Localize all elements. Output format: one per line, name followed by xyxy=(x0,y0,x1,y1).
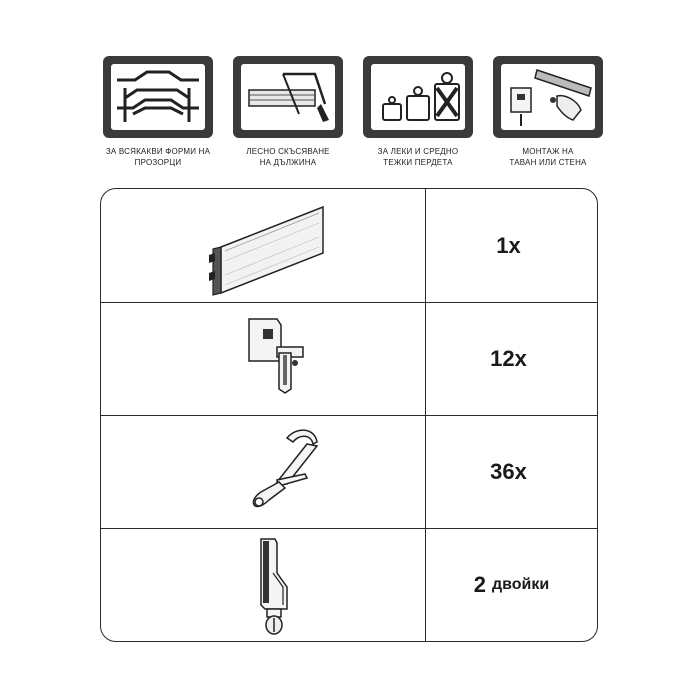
quantity-cell xyxy=(426,189,597,302)
part-image-cell xyxy=(101,189,426,302)
mounting-icon xyxy=(501,64,595,130)
feature-tile xyxy=(363,56,473,138)
window-shapes-icon xyxy=(111,64,205,130)
feature-shortening xyxy=(223,56,353,168)
quantity-value: 1x xyxy=(496,232,521,258)
feature-tile xyxy=(233,56,343,138)
weights-icon xyxy=(371,64,465,130)
quantity-value: 36x xyxy=(490,459,527,484)
feature-caption: ЛЕСНО СКЪСЯВАНЕ НА ДЪЛЖИНА xyxy=(246,147,330,167)
quantity-cell xyxy=(426,529,597,641)
quantity-cell xyxy=(426,303,597,415)
features-strip xyxy=(0,0,700,180)
feature-caption: МОНТАЖ НА ТАВАН ИЛИ СТЕНА xyxy=(509,147,587,167)
part-image-cell xyxy=(101,529,426,641)
quantity-value: 2 xyxy=(473,572,486,597)
hacksaw-rail-icon xyxy=(241,64,335,130)
part-image-cell xyxy=(101,303,426,415)
table-row xyxy=(101,189,597,302)
quantity-unit: двойки xyxy=(492,576,550,593)
parts-table xyxy=(100,188,598,642)
bracket-icon xyxy=(101,303,426,416)
quantity-value: 12x xyxy=(490,346,527,371)
hook-runner-icon xyxy=(101,416,426,529)
table-row xyxy=(101,528,597,641)
end-stopper-icon xyxy=(101,529,426,642)
feature-mounting xyxy=(483,56,613,168)
feature-caption: ЗА ЛЕКИ И СРЕДНО ТЕЖКИ ПЕРДЕТА xyxy=(377,147,459,167)
feature-tile xyxy=(103,56,213,138)
feature-window-shapes xyxy=(93,56,223,168)
feature-caption: ЗА ВСЯКАКВИ ФОРМИ НА ПРОЗОРЦИ xyxy=(105,147,211,167)
rail-profile-icon xyxy=(101,189,426,302)
feature-tile xyxy=(493,56,603,138)
part-image-cell xyxy=(101,416,426,528)
table-row xyxy=(101,302,597,415)
quantity-cell xyxy=(426,416,597,528)
table-row xyxy=(101,415,597,528)
feature-weight xyxy=(353,56,483,168)
